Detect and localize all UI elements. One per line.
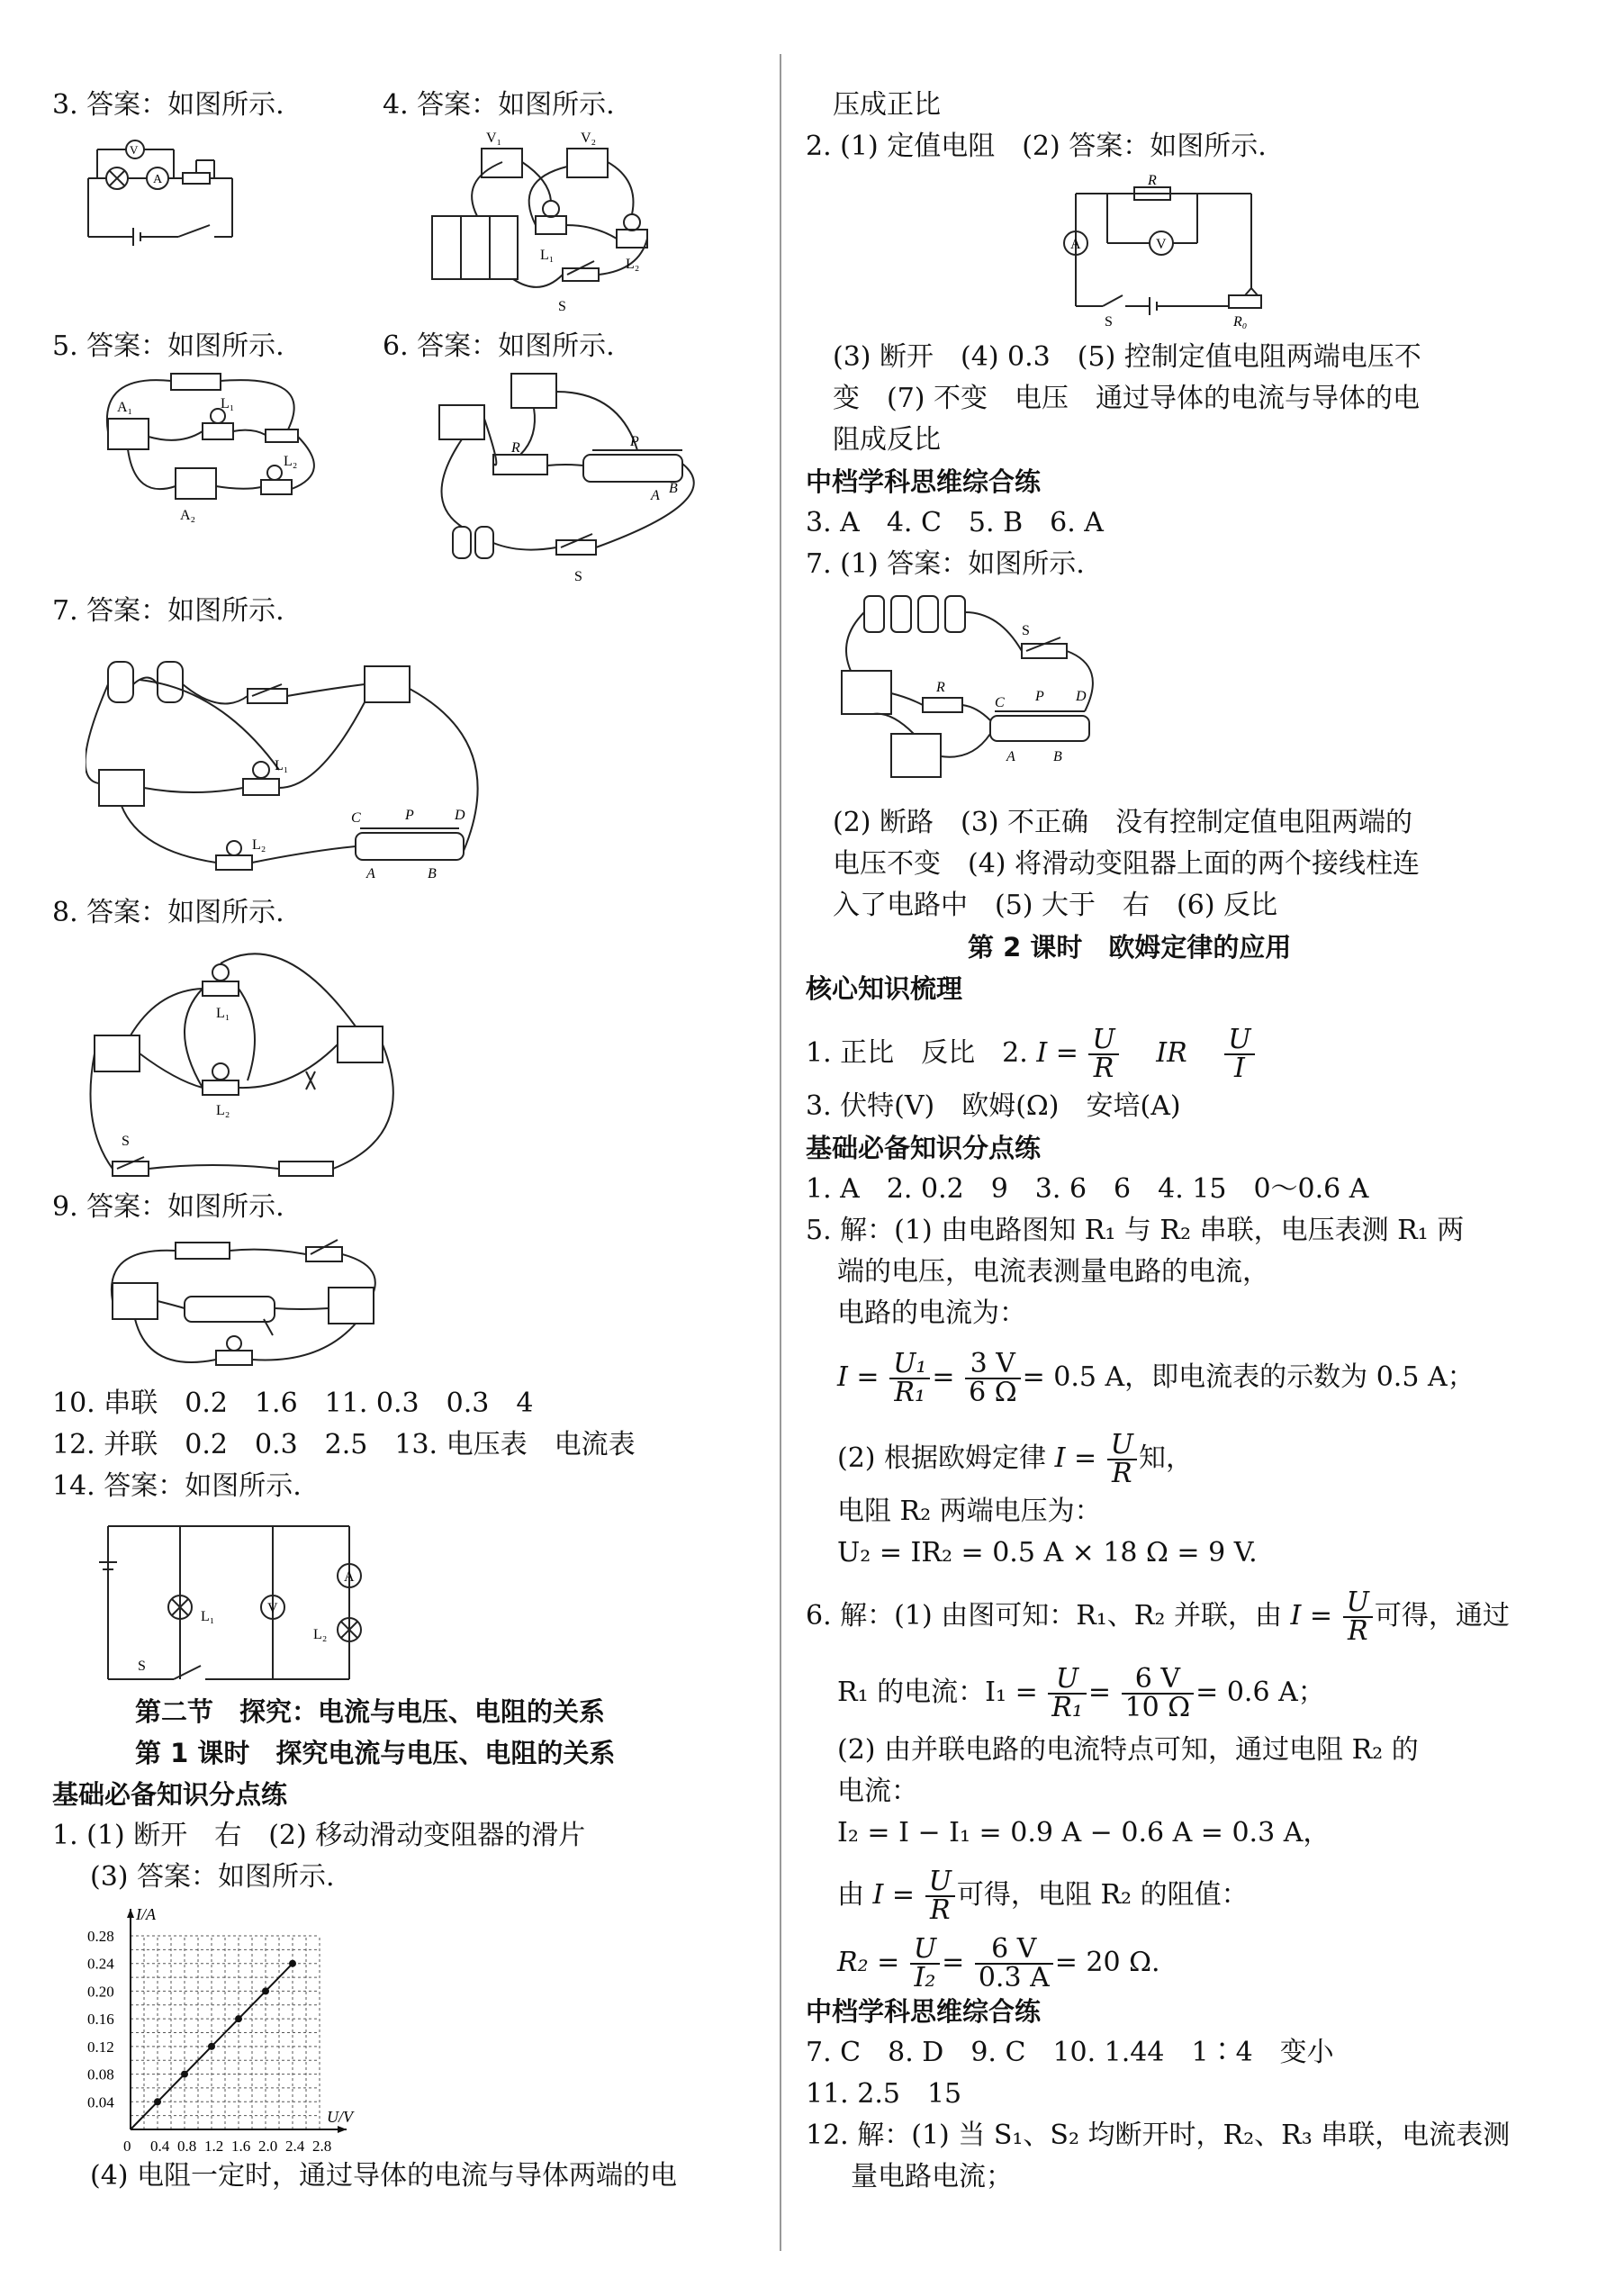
answer-1-4-cont: 压成正比 <box>833 89 941 121</box>
svg-text:B: B <box>1053 749 1062 764</box>
svg-text:R: R <box>936 680 945 695</box>
answer-8: 8. 答案：如图所示. <box>52 897 284 928</box>
svg-text:D: D <box>1076 689 1087 704</box>
svg-text:A₁: A₁ <box>117 400 133 415</box>
answer-1-4: (4) 电阻一定时，通过导体的电流与导体两端的电 <box>90 2160 678 2192</box>
answer-4: 4. 答案：如图所示. <box>383 89 615 121</box>
data-point <box>235 2015 242 2022</box>
svg-text:D: D <box>455 808 465 823</box>
data-point <box>289 1960 296 1967</box>
answer-12-13: 12. 并联 0.2 0.3 2.5 13. 电压表 电流表 <box>52 1429 636 1460</box>
x-tick-label: 0.4 <box>150 2138 170 2155</box>
circuit-diagram-7 <box>86 635 491 887</box>
answer-7-2: (2) 断路 (3) 不正确 没有控制定值电阻两端的 <box>833 807 1413 838</box>
svg-text:A: A <box>366 866 375 881</box>
svg-text:S: S <box>574 569 582 584</box>
lesson-1-title: 第 1 课时 探究电流与电压、电阻的关系 <box>135 1738 616 1768</box>
svg-text:A: A <box>1006 749 1015 764</box>
answer-3-6: 3. A 4. C 5. B 6. A <box>806 507 1104 538</box>
answer-2: 2. (1) 定值电阻 (2) 答案：如图所示. <box>806 131 1267 162</box>
svg-text:L₁: L₁ <box>201 1609 215 1624</box>
solution-6-line-2: (2) 由并联电路的电流特点可知，通过电阻 R₂ 的 <box>837 1734 1419 1766</box>
svg-text:C: C <box>995 695 1005 710</box>
solution-6-line-4: I₂ = I − I₁ = 0.9 A − 0.6 A = 0.3 A， <box>837 1817 1331 1849</box>
svg-text:P: P <box>1035 689 1044 704</box>
solution-12-line-1: 12. 解：(1) 当 S₁、S₂ 均断开时，R₂、R₃ 串联，电流表测 <box>806 2120 1511 2151</box>
solution-5-line-3: 电路的电流为： <box>837 1297 1026 1329</box>
circuit-diagram-2 <box>1049 171 1265 329</box>
answer-5: 5. 答案：如图所示. <box>52 330 284 362</box>
answer-1-3: (3) 答案：如图所示. <box>90 1861 335 1893</box>
svg-text:L₂: L₂ <box>216 1103 230 1118</box>
y-axis-label: I/A <box>136 1905 156 1923</box>
solution-5-line-1: 5. 解：(1) 由电路图知 R₁ 与 R₂ 串联，电压表测 R₁ 两 <box>806 1215 1465 1246</box>
answer-9: 9. 答案：如图所示. <box>52 1191 284 1223</box>
core-knowledge-heading: 核心知识梳理 <box>806 973 963 1004</box>
circuit-diagram-4 <box>423 126 693 320</box>
svg-text:S: S <box>122 1134 130 1149</box>
svg-text:A: A <box>153 173 163 186</box>
svg-text:L₁: L₁ <box>540 248 555 263</box>
x-tick-label: 1.2 <box>204 2138 224 2155</box>
circuit-diagram-9 <box>86 1229 392 1382</box>
circuit-diagram-r7 <box>828 585 1116 792</box>
svg-text:V: V <box>130 143 139 157</box>
mid-answer-7-10: 7. C 8. D 9. C 10. 1.44 1∶4 变小 <box>806 2037 1334 2068</box>
x-tick-label: 2.0 <box>258 2138 278 2155</box>
svg-text:A: A <box>344 1569 355 1585</box>
y-tick-label: 0.16 <box>87 2011 114 2029</box>
mid-practice-heading: 中档学科思维综合练 <box>806 466 1042 497</box>
i-u-chart <box>81 1900 387 2161</box>
answer-10-11: 10. 串联 0.2 1.6 11. 0.3 0.3 4 <box>52 1388 534 1419</box>
svg-text:V: V <box>1156 237 1167 252</box>
solution-6-formula-2: R₂ = $\frac{U}{\text{I₂}}$ = $\frac{6 V}{0.3 A}$ = 20 Ω. <box>837 1933 1160 1993</box>
y-tick-label: 0.04 <box>87 2093 114 2111</box>
answer-2-cont-2: 阻成反比 <box>833 424 941 456</box>
svg-text:B: B <box>428 866 437 881</box>
data-point <box>154 2098 161 2105</box>
svg-text:L₁: L₁ <box>275 758 289 773</box>
basic-practice-heading: 基础必备知识分点练 <box>52 1779 288 1810</box>
svg-text:V₂: V₂ <box>581 131 597 146</box>
solution-5-line-5: 电阻 R₂ 两端电压为： <box>837 1496 1102 1527</box>
mid-answer-11: 11. 2.5 15 <box>806 2078 962 2110</box>
answer-7-cont-2: 入了电路中 (5) 大于 右 (6) 反比 <box>833 890 1278 921</box>
svg-text:P: P <box>630 434 639 449</box>
solution-6-line-3: 电流： <box>837 1776 918 1807</box>
answer-7: 7. 答案：如图所示. <box>52 595 284 627</box>
solution-5-formula-1: I = $\frac{\text{U₁}}{\text{R₁}}$ = $\frac{3 V}{6 \Omega}$ = 0.5 A，即电流表的示数为 0.5 A； <box>837 1348 1475 1408</box>
svg-text:R: R <box>511 440 520 456</box>
y-tick-label: 0.24 <box>87 1955 114 1973</box>
core-answer-3: 3. 伏特(V) 欧姆(Ω) 安培(A) <box>806 1090 1181 1122</box>
basic-practice-heading-2: 基础必备知识分点练 <box>806 1133 1042 1163</box>
x-tick-label: 2.8 <box>312 2138 332 2155</box>
svg-text:L₂: L₂ <box>284 454 298 469</box>
svg-text:P: P <box>405 808 414 823</box>
answer-1: 1. (1) 断开 右 (2) 移动滑动变阻器的滑片 <box>52 1820 586 1851</box>
column-divider <box>780 54 781 2251</box>
svg-text:S: S <box>558 299 566 314</box>
solution-5-line-4: (2) 根据欧姆定律 I = $\frac{U}{R}$ 知， <box>837 1429 1193 1489</box>
solution-5-line-6: U₂ = IR₂ = 0.5 A × 18 Ω = 9 V. <box>837 1537 1258 1568</box>
y-axis-arrow <box>127 1909 134 1918</box>
x-axis-arrow <box>338 2126 347 2133</box>
y-tick-label: 0.28 <box>87 1928 114 1945</box>
svg-text:L₁: L₁ <box>221 396 235 411</box>
solution-5-line-2: 端的电压，电流表测量电路的电流， <box>837 1256 1269 1288</box>
x-tick-label: 1.6 <box>231 2138 251 2155</box>
svg-text:A₂: A₂ <box>180 508 196 523</box>
svg-text:R₀: R₀ <box>1233 314 1248 329</box>
svg-text:R: R <box>1148 173 1157 188</box>
data-point <box>181 2071 188 2078</box>
answer-6: 6. 答案：如图所示. <box>383 330 615 362</box>
answer-7: 7. (1) 答案：如图所示. <box>806 548 1085 580</box>
circuit-diagram-6 <box>421 365 727 585</box>
data-point <box>208 2043 215 2050</box>
answer-14: 14. 答案：如图所示. <box>52 1470 302 1502</box>
x-tick-label: 0.8 <box>177 2138 197 2155</box>
solution-6-line-1: 6. 解：(1) 由图可知：R₁、R₂ 并联，由 I = $\frac{U}{R}$ 可得，通过 <box>806 1586 1510 1647</box>
answer-2-cont-1: 变 (7) 不变 电压 通过导体的电流与导体的电 <box>833 383 1421 414</box>
svg-text:A: A <box>1070 237 1081 252</box>
svg-text:B: B <box>669 481 678 496</box>
svg-text:L₂: L₂ <box>252 837 266 853</box>
svg-text:L₁: L₁ <box>216 1006 230 1021</box>
basic-answer-1-4: 1. A 2. 0.2 9 3. 6 6 4. 15 0～0.6 A <box>806 1173 1369 1205</box>
svg-text:C: C <box>351 810 361 826</box>
svg-text:A: A <box>651 488 660 503</box>
answer-2-3: (3) 断开 (4) 0.3 (5) 控制定值电阻两端电压不 <box>833 341 1421 373</box>
solution-12-line-2: 量电路电流； <box>851 2161 1013 2192</box>
circuit-diagram-8 <box>86 936 419 1189</box>
solution-6-line-5: 由 I = $\frac{U}{R}$ 可得，电阻 R₂ 的阻值： <box>837 1866 1249 1926</box>
svg-text:V: V <box>267 1601 278 1616</box>
answer-3: 3. 答案：如图所示. <box>52 89 284 121</box>
svg-text:S: S <box>1022 623 1030 638</box>
y-tick-label: 0.20 <box>87 1983 114 2001</box>
lesson-2-title: 第 2 课时 欧姆定律的应用 <box>968 932 1292 963</box>
data-point <box>262 1987 269 1994</box>
mid-practice-heading-2: 中档学科思维综合练 <box>806 1996 1042 2027</box>
core-answer-1-2: 1. 正比 反比 2. I = $\frac{U}{R}$ IR $\frac{U}{I}$ <box>806 1026 1257 1082</box>
solution-6-formula-1: R₁ 的电流：I₁ = $\frac{U}{\text{R₁}}$ = $\frac{6 V}{10 \Omega}$ = 0.6 A； <box>837 1663 1325 1723</box>
svg-text:L₂: L₂ <box>313 1627 328 1642</box>
svg-text:L₂: L₂ <box>626 257 640 272</box>
svg-text:S: S <box>1105 314 1113 329</box>
x-tick-label: 0 <box>123 2138 131 2155</box>
circuit-diagram-3 <box>79 133 250 250</box>
y-tick-label: 0.08 <box>87 2065 114 2084</box>
section-title: 第二节 探究：电流与电压、电阻的关系 <box>135 1696 606 1727</box>
circuit-diagram-5 <box>81 365 342 545</box>
x-tick-label: 2.4 <box>285 2138 305 2155</box>
svg-text:S: S <box>138 1659 146 1674</box>
svg-text:V₁: V₁ <box>486 131 502 146</box>
answer-7-cont-1: 电压不变 (4) 将滑动变阻器上面的两个接线柱连 <box>833 848 1421 880</box>
x-axis-label: U/V <box>327 2108 353 2126</box>
y-tick-label: 0.12 <box>87 2038 114 2056</box>
circuit-diagram-14 <box>97 1517 385 1693</box>
